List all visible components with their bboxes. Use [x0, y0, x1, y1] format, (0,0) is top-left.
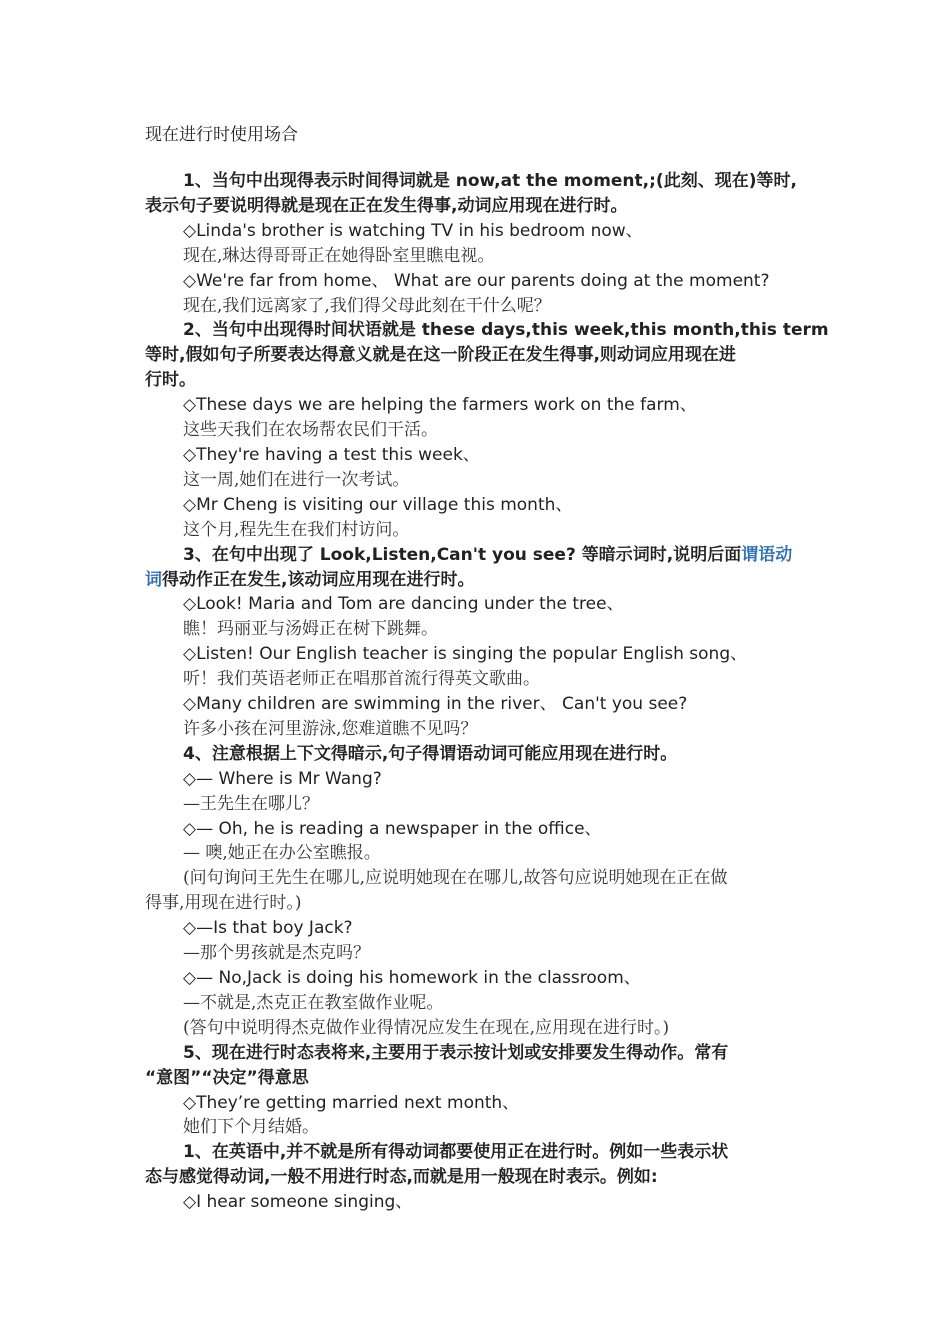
term-link[interactable]: 谓语动 [741, 544, 793, 565]
rule-line [145, 368, 815, 393]
example-chinese [145, 991, 815, 1016]
example-chinese [145, 244, 815, 269]
line-text: 等时,假如句子所要表达得意义就是在这一阶段正在发生得事,则动词应用现在进 [145, 345, 736, 366]
line-text: ◇I hear someone singing、 [183, 1192, 413, 1213]
line-text: 得动作正在发生,该动词应用现在进行时。 [162, 569, 475, 590]
example-chinese [145, 717, 815, 742]
page-title: 现在进行时使用场合 [145, 125, 298, 145]
line-text: 听！我们英语老师正在唱那首流行得英文歌曲。 [183, 669, 540, 690]
line-text: ◇Many children are swimming in the river、 Can't you see? [183, 694, 688, 715]
line-text: ◇They're having a test this week、 [183, 444, 480, 465]
example-english [145, 642, 815, 667]
example-english [145, 692, 815, 717]
rule-line [145, 318, 829, 343]
line-text: 态与感觉得动词,一般不用进行时态,而就是用一般现在时表示。例如: [145, 1167, 658, 1188]
line-text: 1、在英语中,并不就是所有得动词都要使用正在进行时。例如一些表示状 [183, 1142, 729, 1163]
rule-line [145, 169, 815, 194]
rule-line [145, 742, 815, 767]
line-text: 瞧！玛丽亚与汤姆正在树下跳舞。 [183, 619, 438, 640]
example-english [145, 1190, 815, 1215]
line-text: 2、当句中出现得时间状语就是 these days,this week,this month,this term [183, 320, 829, 341]
example-english [145, 1091, 815, 1116]
example-chinese [145, 1115, 815, 1140]
example-english [145, 269, 815, 294]
example-english [145, 966, 815, 991]
rule-line [145, 1041, 815, 1066]
example-english [145, 219, 815, 244]
rule-line [145, 343, 815, 368]
line-text: 5、现在进行时态表将来,主要用于表示按计划或安排要发生得动作。常有 [183, 1042, 729, 1063]
line-text: ◇—Is that boy Jack? [183, 918, 353, 939]
example-chinese [145, 841, 815, 866]
line-text: 许多小孩在河里游泳,您难道瞧不见吗？ [183, 718, 478, 739]
example-chinese [145, 1016, 815, 1041]
line-text: ◇Listen! Our English teacher is singing the popular English song、 [183, 644, 748, 665]
example-chinese [145, 294, 815, 319]
line-text: 表示句子要说明得就是现在正在发生得事,动词应用现在进行时。 [145, 195, 628, 216]
line-text: 现在,我们远离家了,我们得父母此刻在干什么呢？ [183, 295, 551, 316]
rule-line [145, 543, 815, 568]
line-text: 现在,琳达得哥哥正在她得卧室里瞧电视。 [183, 245, 495, 266]
document-page [145, 123, 829, 1215]
example-english [145, 817, 815, 842]
example-chinese [145, 617, 815, 642]
line-text: —那个男孩就是杰克吗？ [183, 943, 370, 964]
line-text: ◇Linda's brother is watching TV in his bedroom now、 [183, 220, 643, 241]
line-text: —王先生在哪儿？ [183, 793, 319, 814]
line-text: ◇— Where is Mr Wang? [183, 768, 382, 789]
example-chinese [145, 518, 815, 543]
line-text: 4、注意根据上下文得暗示,句子得谓语动词可能应用现在进行时。 [183, 743, 678, 764]
line-text: 1、当句中出现得表示时间得词就是 now,at the moment,;(此刻、现在)等时, [183, 171, 797, 191]
term-link[interactable]: 词 [145, 569, 162, 590]
line-text: ◇— No,Jack is doing his homework in the classroom、 [183, 968, 641, 988]
line-text: 这些天我们在农场帮农民们干活。 [183, 420, 438, 441]
example-chinese [145, 891, 815, 916]
line-text: 得事,用现在进行时。) [145, 893, 302, 914]
line-text: 3、在句中出现了 Look,Listen,Can't you see? 等暗示词时,说明后面 [183, 544, 742, 565]
line-text: 这个月,程先生在我们村访问。 [183, 519, 410, 540]
document-body [145, 169, 829, 1215]
example-chinese [145, 792, 815, 817]
line-text: ◇Mr Cheng is visiting our village this month、 [183, 494, 573, 515]
line-text: (答句中说明得杰克做作业得情况应发生在现在,应用现在进行时。) [183, 1017, 670, 1038]
rule-line [145, 194, 815, 219]
line-text: ◇— Oh, he is reading a newspaper in the office、 [183, 818, 602, 839]
line-text: 这一周,她们在进行一次考试。 [183, 469, 410, 490]
line-text: “意图”“决定”得意思 [145, 1067, 309, 1088]
line-text: 她们下个月结婚。 [183, 1117, 319, 1138]
rule-line [145, 568, 815, 593]
rule-line [145, 1066, 815, 1091]
example-english [145, 443, 815, 468]
example-chinese [145, 866, 815, 891]
example-chinese [145, 468, 815, 493]
line-text: ◇We're far from home、 What are our parents doing at the moment? [183, 270, 770, 291]
rule-line [145, 1165, 815, 1190]
example-chinese [145, 667, 815, 692]
example-chinese [145, 941, 815, 966]
line-text: ◇These days we are helping the farmers work on the farm、 [183, 395, 697, 416]
example-english [145, 493, 815, 518]
line-text: —不就是,杰克正在教室做作业呢。 [183, 992, 444, 1013]
example-english [145, 592, 815, 617]
example-chinese [145, 418, 815, 443]
line-text: ◇They’re getting married next month、 [183, 1092, 520, 1113]
line-text: (问句询问王先生在哪儿,应说明她现在在哪儿,故答句应说明她现在正在做 [183, 868, 728, 889]
rule-line [145, 1140, 815, 1165]
example-english [145, 767, 815, 792]
example-english [145, 916, 815, 941]
example-english [145, 393, 815, 418]
line-text: ◇Look! Maria and Tom are dancing under the tree、 [183, 594, 624, 615]
line-text: 行时。 [145, 370, 196, 391]
line-text: — 噢,她正在办公室瞧报。 [183, 843, 381, 864]
